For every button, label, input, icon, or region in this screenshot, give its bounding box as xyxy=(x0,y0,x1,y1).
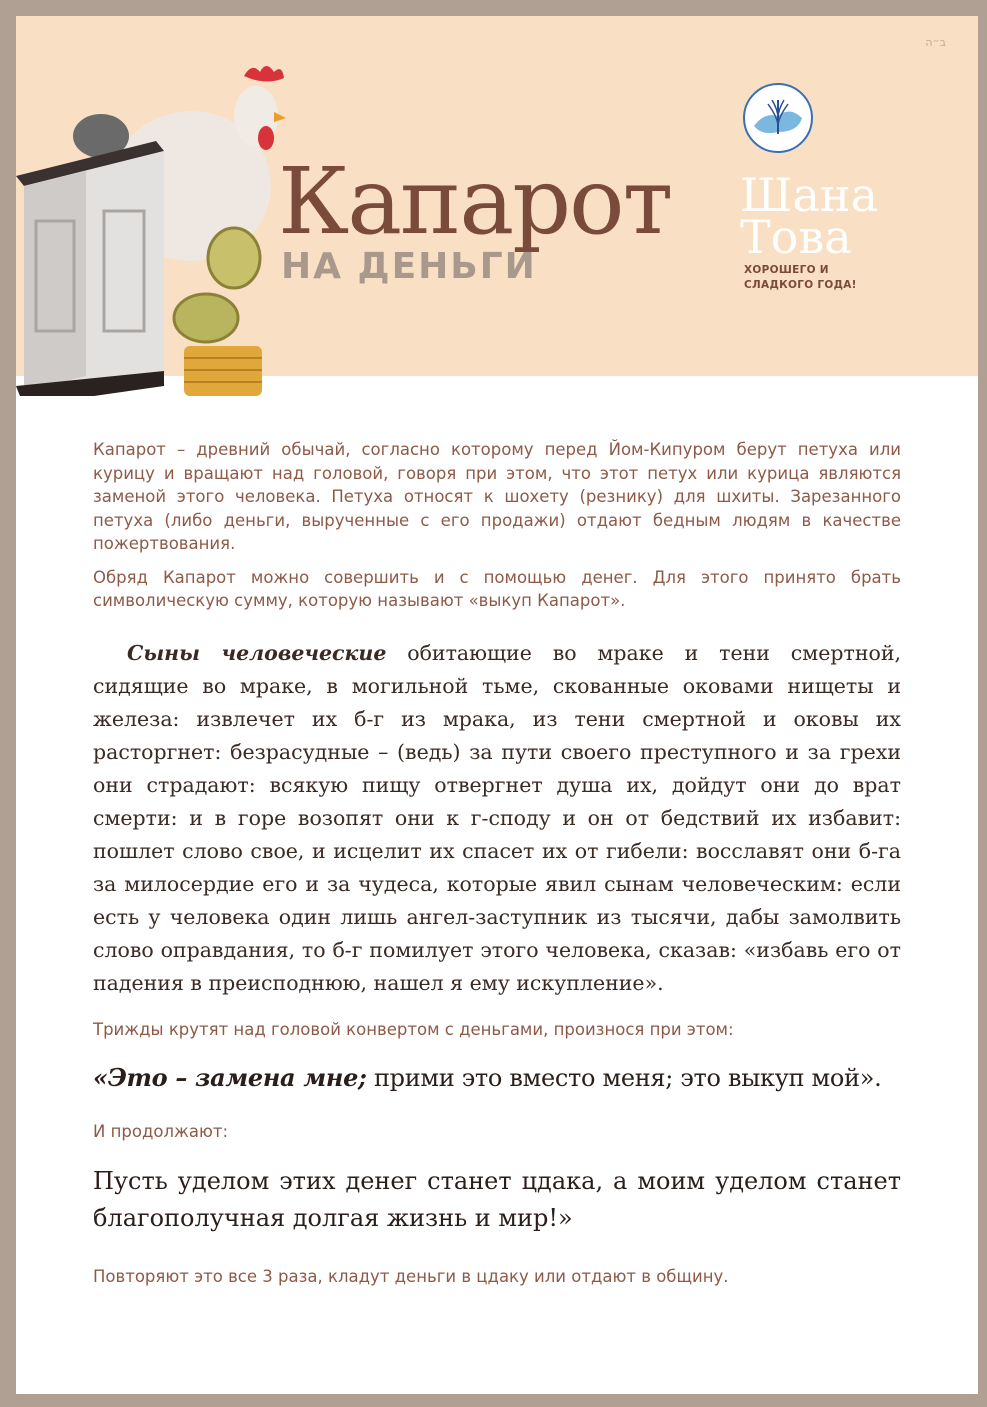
rooster-comb xyxy=(244,66,284,82)
tree-map-logo-icon xyxy=(742,82,814,154)
tzedakah-box-rooster-coins-illustration xyxy=(16,46,286,396)
new-year-wish xyxy=(744,263,857,293)
shana-tova-line2: Това xyxy=(740,210,852,264)
verse-lead: Сыны человеческие xyxy=(127,640,387,665)
verse-body: обитающие во мраке и тени смертной, сидящие во мраке, в могильной тьме, скованные оковами нищеты и железа: извлечет их б-г из мрака, из тени смертной и оковы их расторгнет: безрасудные – (ведь) за пути своего преступного и за грехи они страдают: всякую пищу отвергнет душа их, дойдут они до врат смерти: и в горе возопят они к г-споду и он от бедствий их избавит: пошлет слово свое, и исцелит их спасет их от гибели: восславят они б-га за милосердие его и за чудеса, которые явил сынам человеческим: если есть у человека один лишь ангел-заступник из тысячи, дабы замолвить слово оправдания, то б-г помилует этого человека, сказав: «избавь его от падения в преисподнюю, нашел я ему искупление». xyxy=(93,640,902,995)
shana-tova-line1: Шана xyxy=(740,168,878,222)
wish-line2: СЛАДКОГО ГОДА! xyxy=(744,279,857,291)
formula-rest: прими это вместо меня; это выкуп мой». xyxy=(366,1063,882,1092)
instruction-continue: И продолжают: xyxy=(93,1121,229,1141)
coin-flying-2 xyxy=(174,294,238,342)
intro-paragraph-1: Капарот – древний обычай, согласно которому перед Йом-Кипуром берут петуха или курицу и вращают над головой, говоря при этом, что этот петух или курица являются заменой этого человека. Петуха относят к шохету (резнику) для шхиты. Зарезанного петуха (либо деньги, вырученные с его продажи) отдают бедным людям в качестве пожертвования. xyxy=(93,440,901,553)
coin-flying-1 xyxy=(208,228,260,288)
wish-line1: ХОРОШЕГО И xyxy=(744,264,829,276)
formula-lead: «Это – замена мне; xyxy=(93,1062,367,1092)
header-banner xyxy=(16,16,978,376)
intro-paragraph-2: Обряд Капарот можно совершить и с помощью денег. Для этого принято брать символическую сумму, которую называют «выкуп Капарот». xyxy=(93,567,901,610)
prayer-text: Пусть уделом этих денег станет цдака, а моим уделом станет благополучная долгая жизнь и мир!» xyxy=(93,1166,901,1232)
instruction-final: Повторяют это все 3 раза, кладут деньги в цдаку или отдают в общину. xyxy=(93,1266,729,1286)
verse-paragraph xyxy=(93,637,901,1000)
box-side xyxy=(24,171,86,391)
formula-line xyxy=(93,1063,901,1092)
page-title: Капарот xyxy=(278,148,672,255)
page xyxy=(16,16,978,1394)
instruction-twice: Трижды крутят над головой конвертом с деньгами, произнося при этом: xyxy=(93,1019,734,1039)
page-subtitle: НА ДЕНЬГИ xyxy=(281,246,537,287)
main-content xyxy=(93,438,901,1286)
rooster-wattle xyxy=(258,126,274,150)
rooster-beak xyxy=(274,112,286,122)
bh-mark: ב״ה xyxy=(925,36,946,49)
